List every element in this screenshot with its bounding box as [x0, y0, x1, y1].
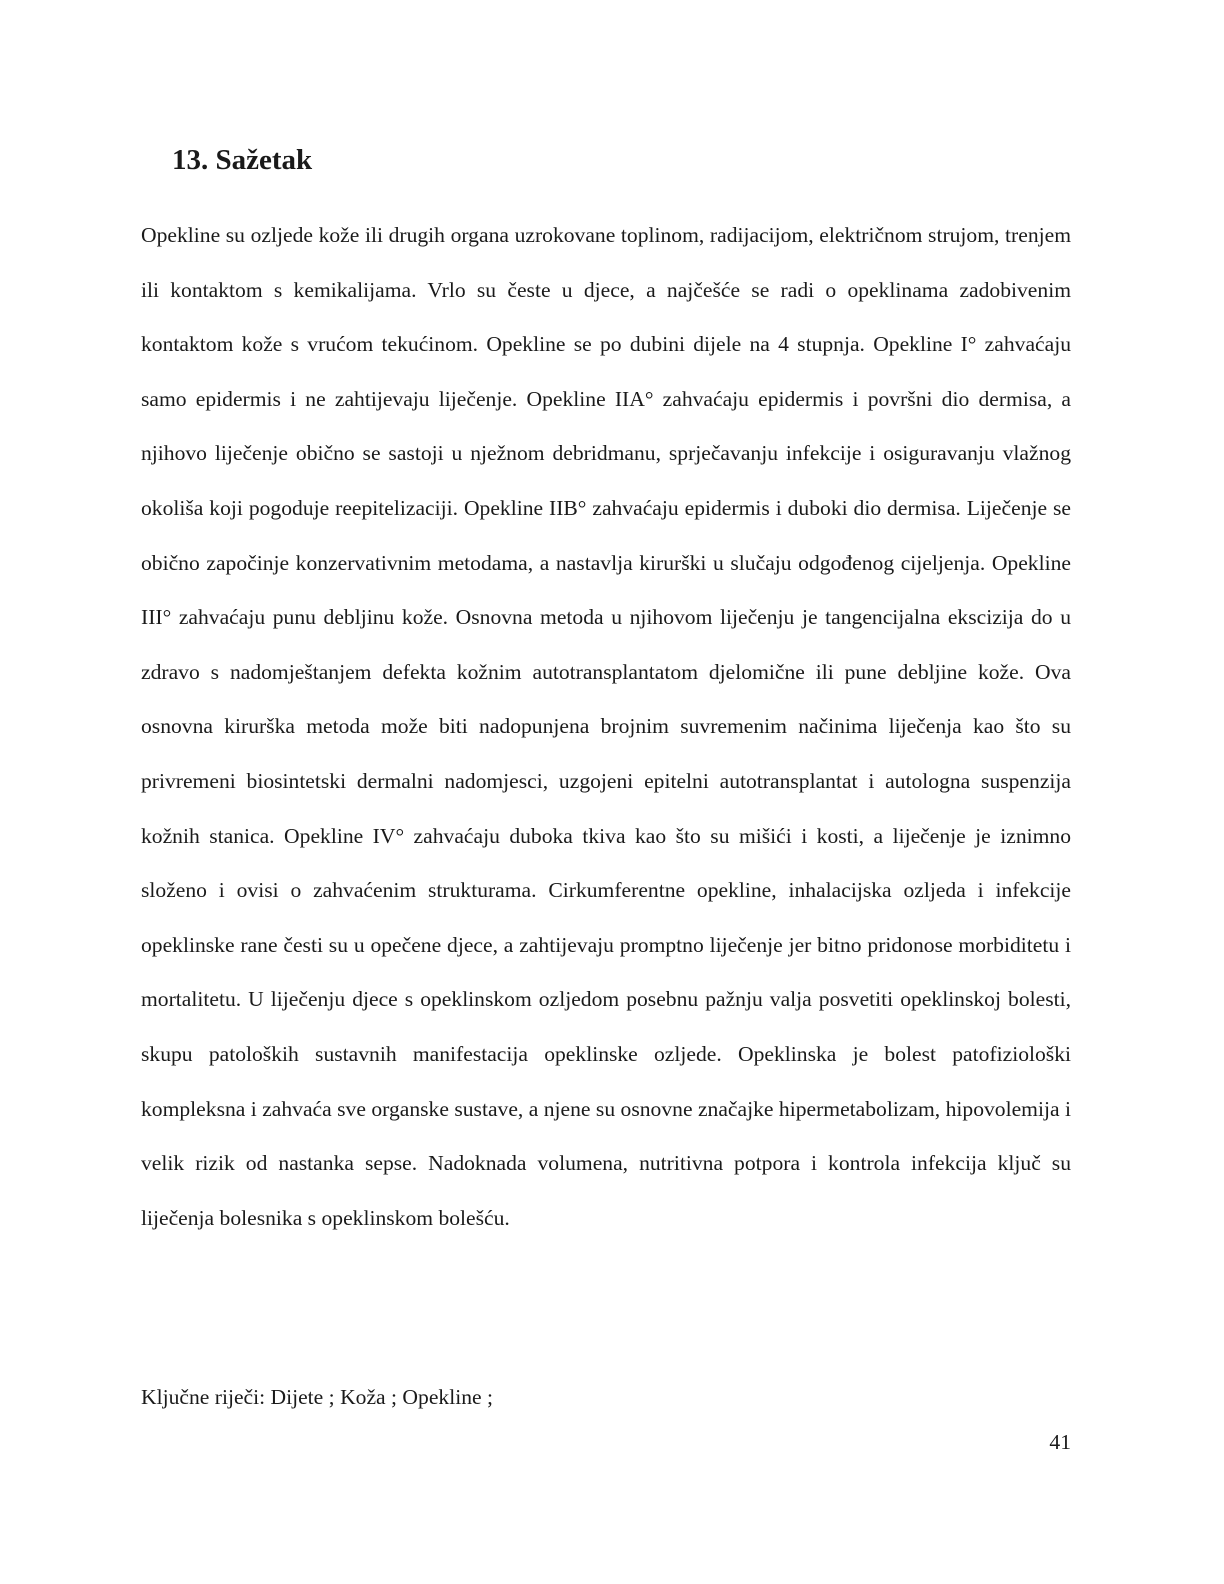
page-number: 41 [1049, 1430, 1071, 1454]
section-number: 13. [172, 144, 209, 176]
keywords-line: Ključne riječi: Dijete ; Koža ; Opekline ; [141, 1385, 493, 1409]
section-heading [172, 140, 312, 180]
section-title: Sažetak [215, 144, 313, 176]
abstract-paragraph: Opekline su ozljede kože ili drugih organa uzrokovane toplinom, radijacijom, električnom strujom, trenjem ili kontaktom s kemikalijama. Vrlo su česte u djece, a najčešće se radi o opeklinama zadobivenim kontaktom kože s vrućom tekućinom. Opekline se po dubini dijele na 4 stupnja. Opekline I° zahvaćaju samo epidermis i ne zahtijevaju liječenje. Opekline IIA° zahvaćaju epidermis i površni dio dermisa, a njihovo liječenje obično se sastoji u nježnom debridmanu, sprječavanju infekcije i osiguravanju vlažnog okoliša koji pogoduje reepitelizaciji. Opekline IIB° zahvaćaju epidermis i duboki dio dermisa. Liječenje se obično započinje konzervativnim metodama, a nastavlja kirurški u slučaju odgođenog cijeljenja. Opekline III° zahvaćaju punu debljinu kože. Osnovna metoda u njihovom liječenju je tangencijalna ekscizija do u zdravo s nadomještanjem defekta kožnim autotransplantatom djelomične ili pune debljine kože. Ova osnovna kirurška metoda može biti nadopunjena brojnim suvremenim načinima liječenja kao što su privremeni biosintetski dermalni nadomjesci, uzgojeni epitelni autotransplantat i autologna suspenzija kožnih stanica. Opekline IV° zahvaćaju duboka tkiva kao što su mišići i kosti, a liječenje je iznimno složeno i ovisi o zahvaćenim strukturama. Cirkumferentne opekline, inhalacijska ozljeda i infekcije opeklinske rane česti su u opečene djece, a zahtijevaju promptno liječenje jer bitno pridonose morbiditetu i mortalitetu. U liječenju djece s opeklinskom ozljedom posebnu pažnju valja posvetiti opeklinskoj bolesti, skupu patoloških sustavnih manifestacija opeklinske ozljede. Opeklinska je bolest patofiziološki kompleksna i zahvaća sve organske sustave, a njene su osnovne značajke hipermetabolizam, hipovolemija i velik rizik od nastanka sepse. Nadoknada volumena, nutritivna potpora i kontrola infekcija ključ su liječenja bolesnika s opeklinskom bolešću. [141, 223, 1071, 1230]
